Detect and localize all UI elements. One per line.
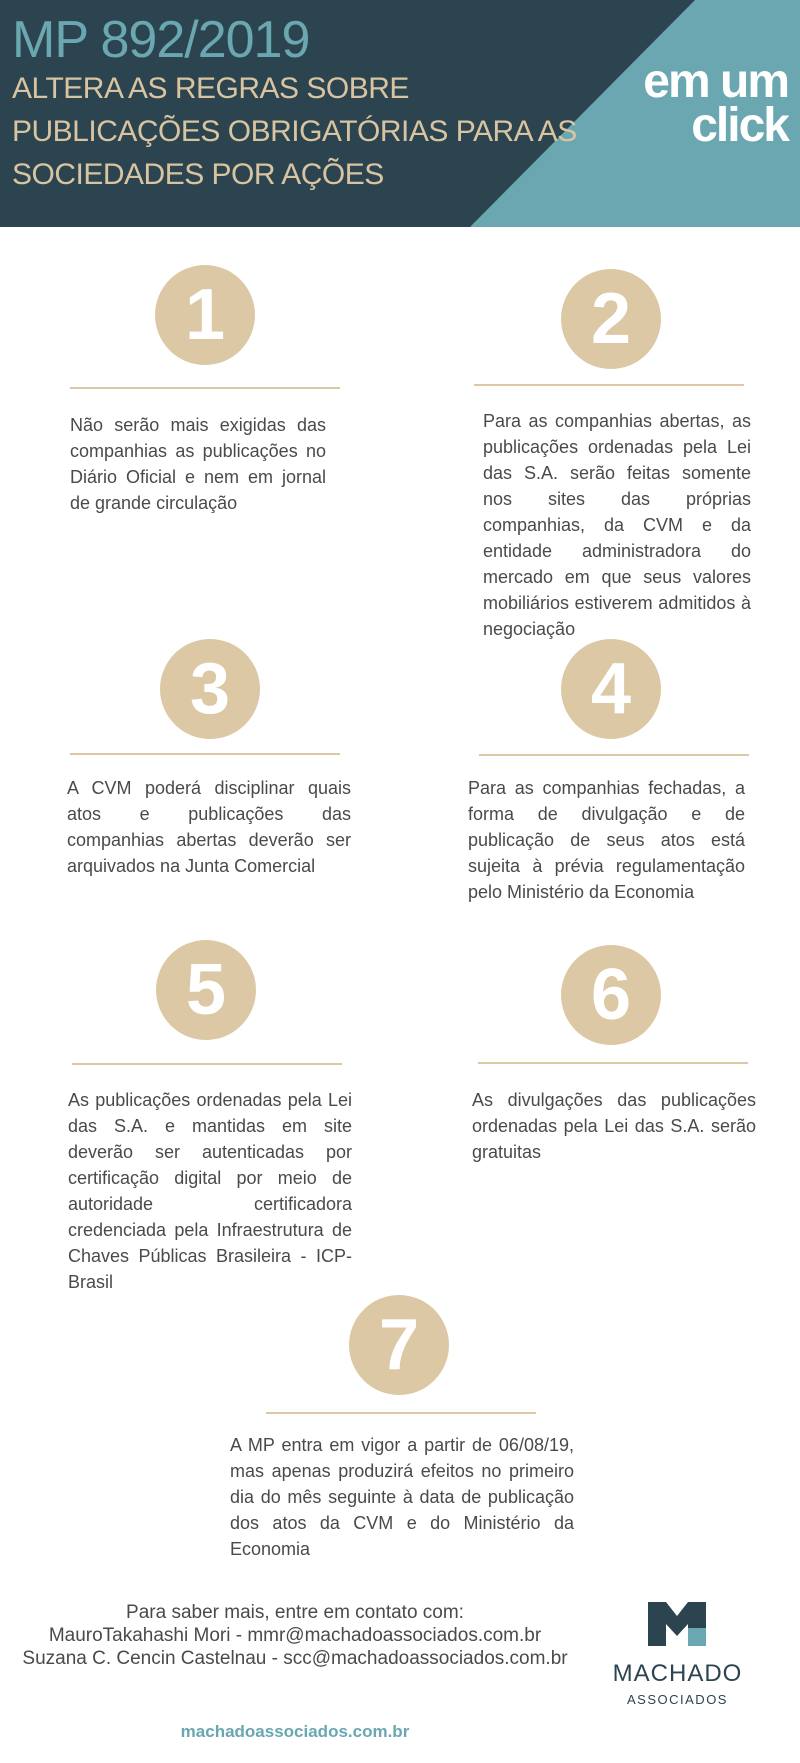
item-text: A MP entra em vigor a partir de 06/08/19, mas apenas produzirá efeitos no primeiro dia do mês seguinte à data de publicação dos atos da CVM e do Ministério da Economia	[230, 1435, 574, 1559]
contact-line-2[interactable]: Suzana C. Cencin Castelnau - scc@machadoassociados.com.br	[22, 1648, 568, 1669]
item-text: A CVM poderá disciplinar quais atos e publicações das companhias abertas deverão ser arquivados na Junta Comercial	[67, 778, 351, 876]
divider-line	[70, 753, 340, 755]
divider-line	[70, 387, 340, 389]
logo-name: MACHADO	[612, 1660, 743, 1687]
brand-tagline	[643, 55, 788, 152]
divider-line	[72, 1063, 342, 1065]
divider-line	[478, 1062, 748, 1064]
number-badge: 6	[561, 945, 661, 1045]
item-text: As divulgações das publicações ordenadas pela Lei das S.A. serão gratuitas	[472, 1090, 756, 1162]
number-badge: 5	[156, 940, 256, 1040]
contact-line-1[interactable]: MauroTakahashi Mori - mmr@machadoassociados.com.br	[48, 1625, 542, 1646]
contact-info	[20, 1601, 570, 1670]
number-badge: 4	[561, 639, 661, 739]
number-badge: 7	[349, 1295, 449, 1395]
divider-line	[266, 1412, 536, 1414]
page-title: MP 892/2019	[12, 11, 310, 69]
page-subtitle: ALTERA AS REGRAS SOBRE PUBLICAÇÕES OBRIGATÓRIAS PARA AS SOCIEDADES POR AÇÕES	[12, 72, 577, 191]
item-text: Para as companhias fechadas, a forma de divulgação e de publicação de seus atos está sujeita à prévia regulamentação pelo Ministério da Economia	[468, 778, 745, 902]
brand-line-1: em um	[643, 55, 788, 108]
item-text: Para as companhias abertas, as publicações ordenadas pela Lei das S.A. serão feitas somente nos sites das próprias companhias, da CVM e da entidade administradora do mercado em que seus valores mobiliários estiverem admitidos à negociação	[483, 411, 751, 639]
website-link[interactable]: machadoassociados.com.br	[180, 1722, 410, 1741]
divider-line	[474, 384, 744, 386]
brand-line-2: click	[691, 99, 788, 152]
logo-m-icon	[648, 1602, 706, 1646]
logo-subtitle: ASSOCIADOS	[627, 1692, 728, 1707]
divider-line	[479, 754, 749, 756]
header-banner	[0, 0, 800, 227]
number-badge: 2	[561, 269, 661, 369]
item-text: Não serão mais exigidas das companhias as publicações no Diário Oficial e nem em jornal de grande circulação	[70, 415, 326, 513]
number-badge: 3	[160, 639, 260, 739]
item-text: As publicações ordenadas pela Lei das S.A. e mantidas em site deverão ser autenticadas por certificação digital por meio de autoridade certificadora credenciada pela Infraestrutura de Chaves Públicas Brasileira - ICP-Brasil	[68, 1090, 352, 1292]
contact-intro: Para saber mais, entre em contato com:	[126, 1602, 464, 1623]
number-badge: 1	[155, 265, 255, 365]
company-logo	[610, 1602, 745, 1712]
